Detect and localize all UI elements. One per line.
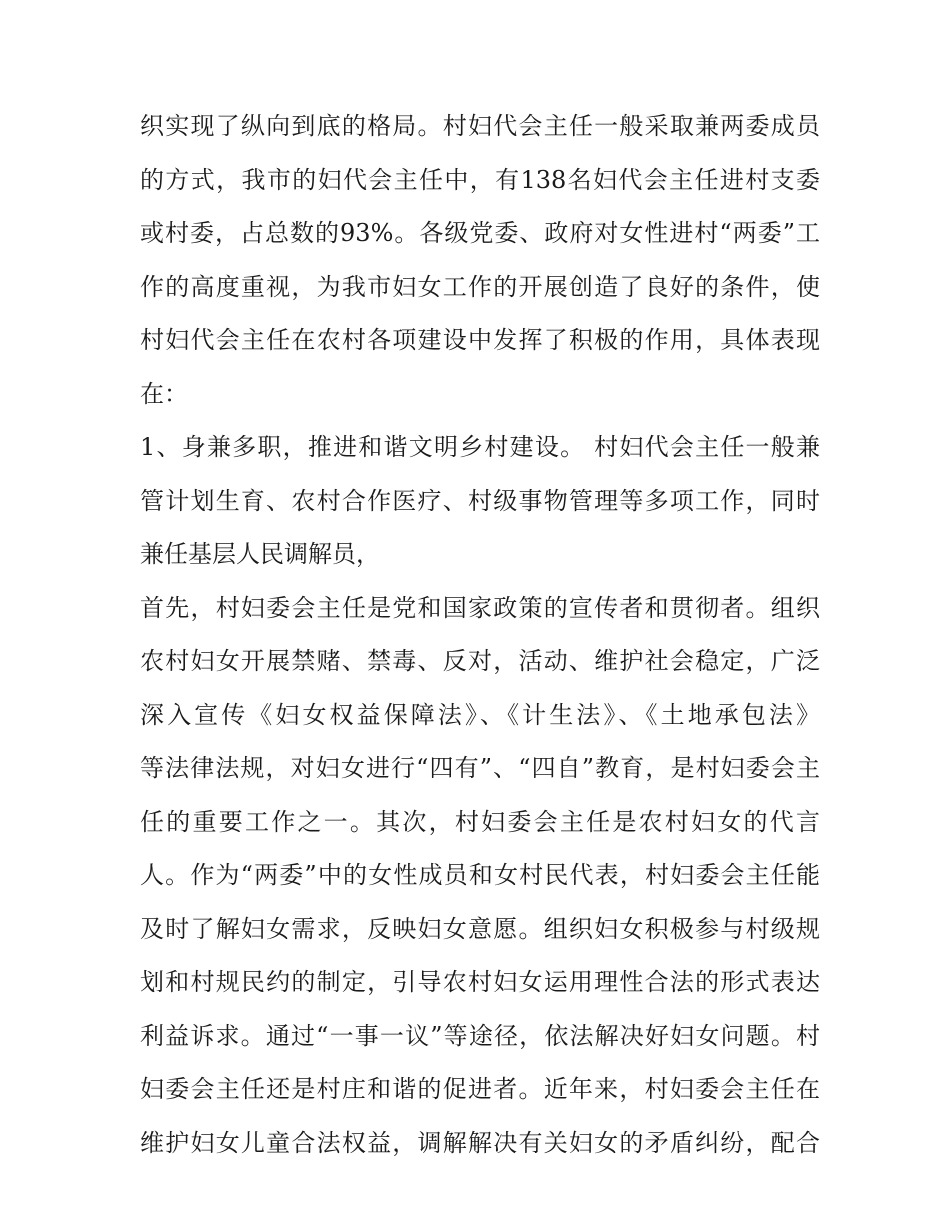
- text-line: 妇委会主任还是村庄和谐的促进者。近年来，村妇委会主任在: [140, 1075, 820, 1103]
- text-line: 作的高度重视，为我市妇女工作的开展创造了良好的条件，使: [140, 272, 820, 301]
- text-line: 首先，村妇委会主任是党和国家政策的宣传者和贯彻者。组织: [140, 593, 820, 622]
- text-line: 划和村规民约的制定，引导农村妇女运用理性合法的形式表达: [140, 968, 820, 996]
- text-line: 管计划生育、农村合作医疗、村级事物管理等多项工作，同时: [140, 486, 820, 515]
- text-line: 利益诉求。通过“一事一议”等途径，依法解决好妇女问题。村: [140, 1021, 820, 1050]
- text-line: 的方式，我市的妇代会主任中，有138名妇代会主任进村支委: [140, 165, 820, 194]
- text-line: 或村委，占总数的93%。各级党委、政府对女性进村“两委”工: [140, 219, 820, 247]
- text-line: 维护妇女儿童合法权益，调解解决有关妇女的矛盾纠纷，配合: [140, 1128, 820, 1157]
- text-line: 织实现了纵向到底的格局。村妇代会主任一般采取兼两委成员: [140, 112, 820, 140]
- text-line: 村妇代会主任在农村各项建设中发挥了积极的作用，具体表现: [140, 326, 820, 354]
- document-body: [140, 100, 820, 1170]
- text-line: 人。作为“两委”中的女性成员和女村民代表，村妇委会主任能: [140, 861, 820, 889]
- text-line: 深入宣传《妇女权益保障法》、《计生法》、《土地承包法》: [140, 700, 820, 729]
- text-line: 农村妇女开展禁赌、禁毒、反对，活动、维护社会稳定，广泛: [140, 647, 820, 675]
- text-line: 等法律法规，对妇女进行“四有”、“四自”教育，是村妇委会主: [140, 754, 820, 782]
- text-line: 任的重要工作之一。其次，村妇委会主任是农村妇女的代言: [140, 807, 820, 836]
- text-line: 在：: [140, 379, 188, 408]
- text-line: 兼任基层人民调解员，: [140, 540, 380, 568]
- text-line: 1、身兼多职，推进和谐文明乡村建设。 村妇代会主任一般兼: [140, 433, 820, 461]
- text-line: 及时了解妇女需求，反映妇女意愿。组织妇女积极参与村级规: [140, 914, 820, 943]
